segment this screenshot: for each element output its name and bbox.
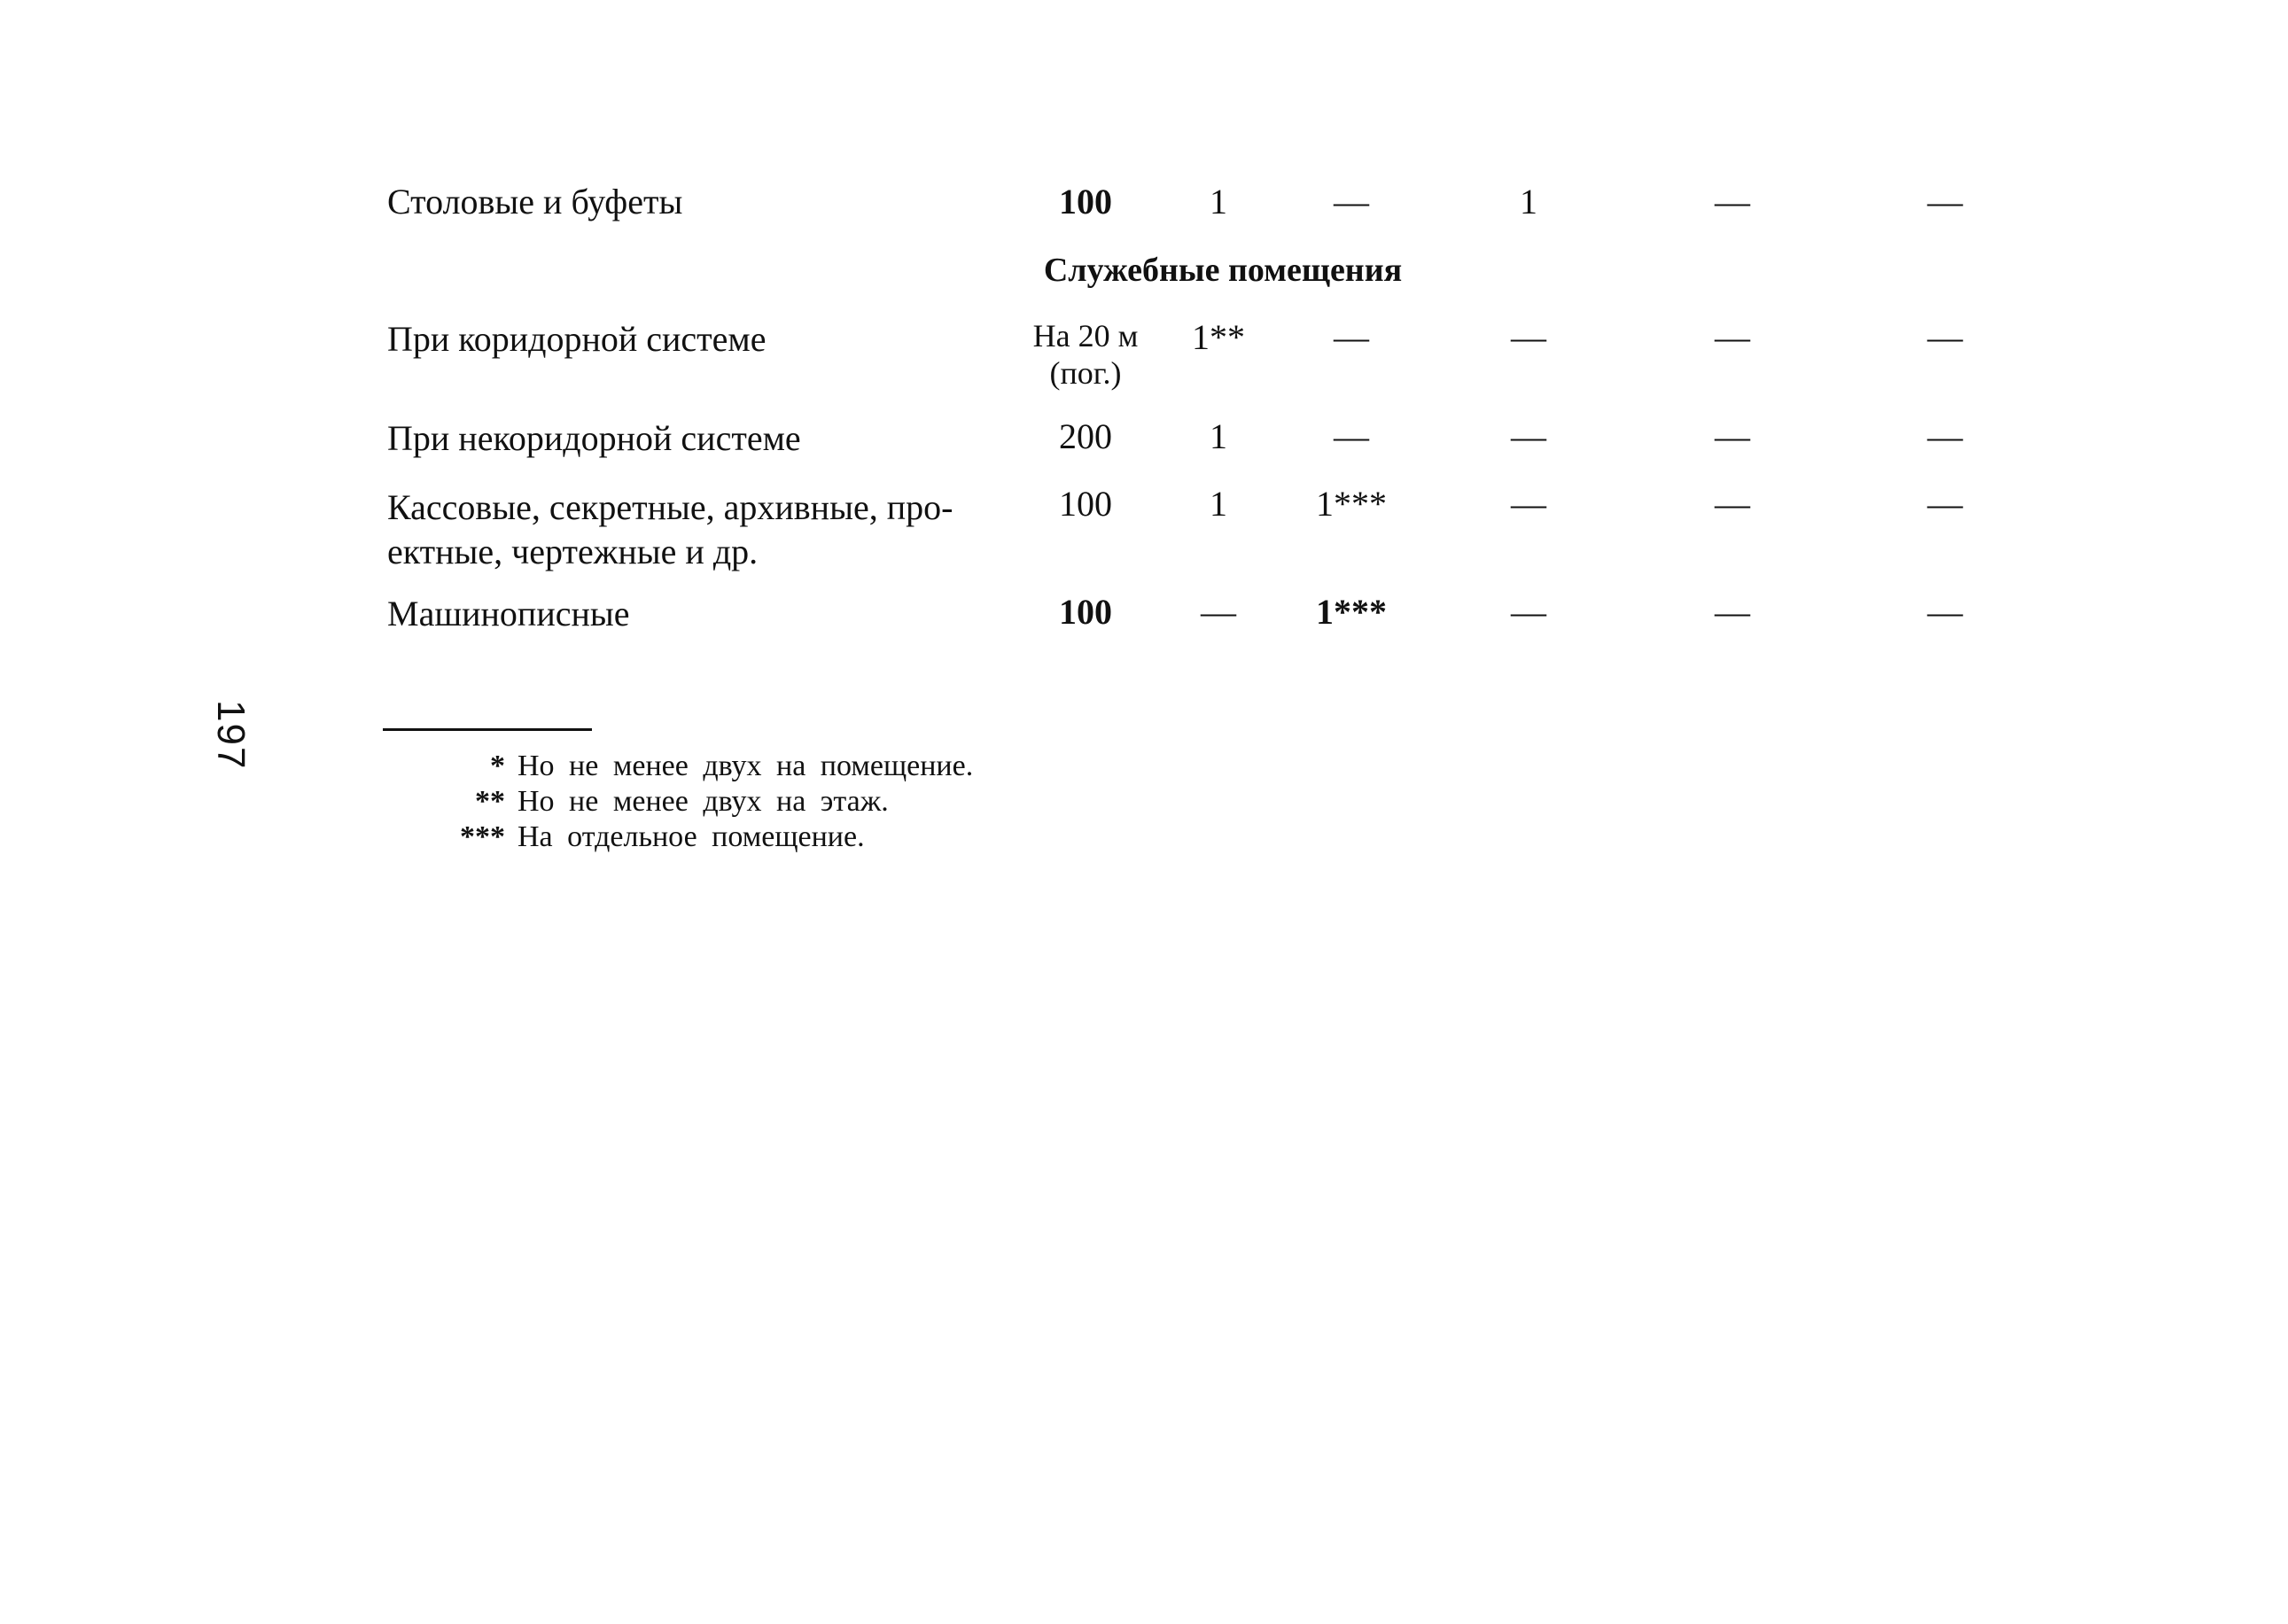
cell-value: — — [1927, 317, 1963, 357]
cell-value: — — [1334, 416, 1369, 456]
section-heading: Служебные помещения — [1043, 252, 1403, 289]
cell-value: 1** — [1192, 317, 1245, 357]
row-label: Машинописные — [387, 594, 630, 633]
cell-value: — — [1334, 317, 1369, 357]
cell-value: — — [1715, 484, 1750, 524]
row-label: При некоридорной системе — [387, 418, 801, 458]
cell-value: 1*** — [1316, 484, 1387, 524]
cell-value: 1*** — [1316, 592, 1387, 632]
footnote — [443, 784, 889, 820]
footnote-text: Но не менее двух на этаж. — [518, 785, 889, 818]
footnote-text: Но не менее двух на помещение. — [518, 750, 974, 782]
cell-value: 1 — [1210, 182, 1227, 221]
cell-value: 1 — [1210, 484, 1227, 524]
cell-value: 100 — [1059, 484, 1112, 524]
footnote-mark: ** — [475, 785, 505, 818]
cell-value: — — [1334, 182, 1369, 221]
row-label: При коридорной системе — [387, 319, 767, 359]
cell-value: 1 — [1520, 182, 1537, 221]
cell-value: — — [1715, 592, 1750, 632]
footnote — [443, 820, 865, 855]
footnote-mark: * — [490, 750, 505, 782]
cell-value: На 20 м (пог.) — [1032, 318, 1139, 391]
page-number: 197 — [209, 700, 253, 771]
cell-value: — — [1511, 592, 1546, 632]
cell-value: 200 — [1059, 416, 1112, 456]
cell-value: — — [1201, 592, 1236, 632]
cell-value: — — [1927, 182, 1963, 221]
cell-value: 100 — [1059, 182, 1112, 221]
cell-value: — — [1715, 182, 1750, 221]
cell-value: — — [1927, 416, 1963, 456]
cell-value: — — [1715, 317, 1750, 357]
cell-value: — — [1511, 317, 1546, 357]
cell-value: — — [1511, 484, 1546, 524]
cell-value: — — [1927, 592, 1963, 632]
cell-value: — — [1511, 416, 1546, 456]
footnote-mark: *** — [460, 820, 505, 853]
footnote-text: На отдельное помещение. — [518, 820, 865, 853]
row-label: Кассовые, секретные, архивные, про-ектные, чертежные и др. — [387, 487, 953, 571]
cell-value: 1 — [1210, 416, 1227, 456]
cell-value: — — [1927, 484, 1963, 524]
cell-value: 100 — [1059, 592, 1112, 632]
row-label: Столовые и буфеты — [387, 182, 683, 221]
footnote — [443, 749, 973, 784]
footnote-divider — [383, 728, 592, 731]
cell-value: — — [1715, 416, 1750, 456]
